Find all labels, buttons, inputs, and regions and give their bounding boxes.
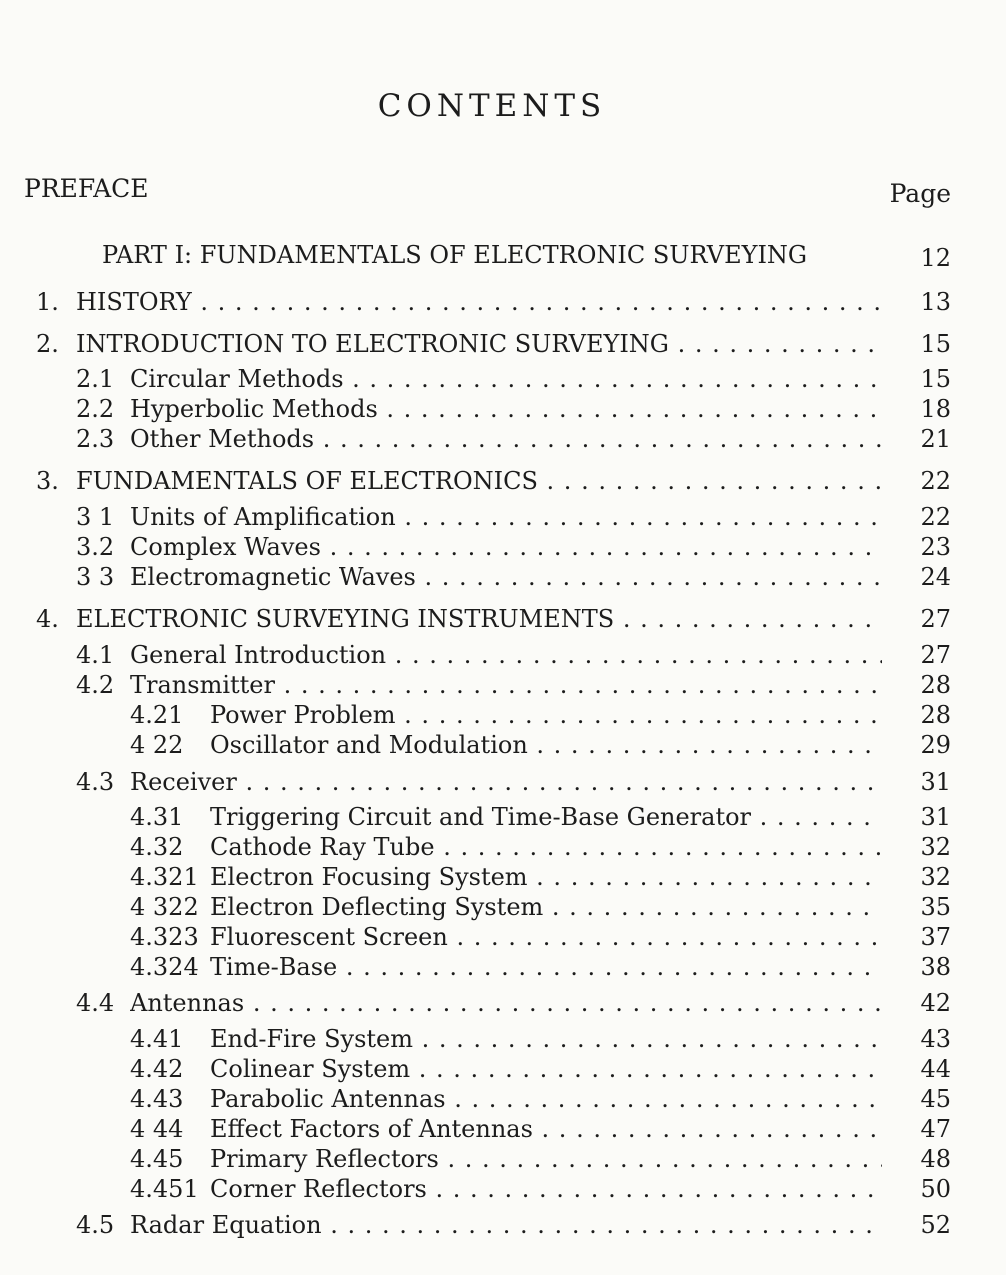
toc-entry-title: FUNDAMENTALS OF ELECTRONICS . . .	[76, 466, 882, 496]
toc-entry-number: 4.32	[130, 833, 184, 861]
toc-entry-title: INTRODUCTION TO ELECTRONIC SURVEYING . . .	[76, 329, 882, 359]
toc-entry-page: 15	[920, 365, 951, 393]
toc-entry-number: 3 1	[76, 503, 115, 531]
toc-entry-number: 4.1	[76, 641, 115, 669]
toc-entry	[0, 1210, 1006, 1240]
toc-entry-page: 32	[920, 863, 951, 891]
toc-entry-title: Units of Amplification . . .	[130, 502, 882, 532]
toc-entry-title: Complex Waves . . .	[130, 532, 882, 562]
toc-entry	[0, 364, 1006, 394]
toc-entry-number: 4.45	[130, 1145, 184, 1173]
toc-entry	[0, 502, 1006, 532]
toc-entry-number: 4.	[36, 605, 59, 633]
toc-entry-number: 4.323	[130, 923, 199, 951]
toc-entry-number: 2.1	[76, 365, 115, 393]
toc-entry-title: Receiver . . .	[130, 767, 882, 797]
toc-entry	[0, 604, 1006, 634]
toc-entry-number: 4.31	[130, 803, 184, 831]
page-title: CONTENTS	[377, 88, 607, 124]
toc-entry-number: 1.	[36, 288, 59, 316]
toc-entry-number: 4.21	[130, 701, 184, 729]
toc-entry-title: Primary Reflectors . . .	[210, 1144, 882, 1174]
toc-entry-number: 4.4	[76, 989, 115, 1017]
toc-entry-page: 27	[920, 605, 951, 633]
toc-entry-number: 4.324	[130, 953, 199, 981]
toc-entry	[0, 700, 1006, 730]
toc-entry-title: Electromagnetic Waves . . .	[130, 562, 882, 592]
toc-entry-number: 4.41	[130, 1025, 184, 1053]
page-column-header: Page	[889, 179, 951, 208]
toc-entry	[0, 329, 1006, 359]
toc-entry	[0, 287, 1006, 317]
toc-entry-title: Hyperbolic Methods . . .	[130, 394, 882, 424]
toc-entry-number: 4.43	[130, 1085, 184, 1113]
toc-entry-page: 37	[920, 923, 951, 951]
toc-entry-page: 22	[920, 467, 951, 495]
toc-entry	[0, 670, 1006, 700]
toc-entry-number: 2.2	[76, 395, 115, 423]
toc-entry-number: 4 322	[130, 893, 199, 921]
toc-entry-page: 18	[920, 395, 951, 423]
toc-entry-page: 50	[920, 1175, 951, 1203]
toc-entry-title: HISTORY . . .	[76, 287, 882, 317]
toc-entry	[0, 892, 1006, 922]
toc-entry-page: 23	[920, 533, 951, 561]
toc-entry-title: Radar Equation . . .	[130, 1210, 882, 1240]
toc-entry-title: Circular Methods . . .	[130, 364, 882, 394]
toc-entry-title: Power Problem . . .	[210, 700, 882, 730]
toc-entry-title: Electron Deflecting System . . .	[210, 892, 882, 922]
toc-entry	[0, 562, 1006, 592]
toc-entry-title: Other Methods . . .	[130, 424, 882, 454]
toc-entry	[0, 532, 1006, 562]
toc-entry	[0, 922, 1006, 952]
toc-entry-title: Fluorescent Screen . . .	[210, 922, 882, 952]
toc-entry	[0, 640, 1006, 670]
toc-entry-title: Antennas . . .	[130, 988, 882, 1018]
toc-entry-page: 32	[920, 833, 951, 861]
toc-entry-number: 4.5	[76, 1211, 115, 1239]
part-page-number: 12	[920, 244, 951, 272]
toc-entry-page: 43	[920, 1025, 951, 1053]
toc-entry	[0, 466, 1006, 496]
toc-entry	[0, 988, 1006, 1018]
toc-entry-number: 4.2	[76, 671, 115, 699]
toc-entry-number: 4.321	[130, 863, 199, 891]
toc-entry-page: 15	[920, 330, 951, 358]
toc-entry-page: 31	[920, 768, 951, 796]
toc-entry-page: 28	[920, 671, 951, 699]
toc-entry-page: 44	[920, 1055, 951, 1083]
toc-entry-title: Triggering Circuit and Time-Base Generator . . .	[210, 802, 882, 832]
toc-entry-page: 45	[920, 1085, 951, 1113]
toc-entry-page: 27	[920, 641, 951, 669]
toc-entry-title: ELECTRONIC SURVEYING INSTRUMENTS . . .	[76, 604, 882, 634]
toc-entry-title: Corner Reflectors . . .	[210, 1174, 882, 1204]
toc-entry-number: 3.2	[76, 533, 115, 561]
toc-entry-page: 24	[920, 563, 951, 591]
toc-entry-title: Parabolic Antennas . . .	[210, 1084, 882, 1114]
toc-entry	[0, 1084, 1006, 1114]
toc-entry	[0, 952, 1006, 982]
preface-heading: PREFACE	[24, 174, 149, 203]
toc-entry	[0, 767, 1006, 797]
toc-entry	[0, 424, 1006, 454]
toc-entry-number: 2.	[36, 330, 59, 358]
toc-entry-number: 4.451	[130, 1175, 199, 1203]
toc-entry-number: 4 22	[130, 731, 184, 759]
toc-entry-page: 21	[920, 425, 951, 453]
toc-entry-page: 28	[920, 701, 951, 729]
toc-entry-title: Time-Base . . .	[210, 952, 882, 982]
toc-entry	[0, 1114, 1006, 1144]
toc-entry-page: 35	[920, 893, 951, 921]
toc-entry	[0, 1054, 1006, 1084]
toc-entry-title: Cathode Ray Tube . . .	[210, 832, 882, 862]
toc-entry-page: 52	[920, 1211, 951, 1239]
toc-entry-title: Electron Focusing System . . .	[210, 862, 882, 892]
toc-entry-page: 42	[920, 989, 951, 1017]
toc-entry-title: Transmitter . . .	[130, 670, 882, 700]
toc-entry-number: 4 44	[130, 1115, 184, 1143]
toc-entry-title: General Introduction . . .	[130, 640, 882, 670]
toc-entry-number: 3 3	[76, 563, 115, 591]
toc-entry-number: 4.42	[130, 1055, 184, 1083]
toc-entry-page: 13	[920, 288, 951, 316]
toc-entry-number: 4.3	[76, 768, 115, 796]
toc-entry	[0, 1174, 1006, 1204]
toc-entry-page: 29	[920, 731, 951, 759]
part-heading: PART I: FUNDAMENTALS OF ELECTRONIC SURVEYING	[102, 241, 808, 269]
toc-entry-page: 47	[920, 1115, 951, 1143]
toc-entry-number: 3.	[36, 467, 59, 495]
toc-entry-title: Effect Factors of Antennas . . .	[210, 1114, 882, 1144]
toc-entry-title: End-Fire System . . .	[210, 1024, 882, 1054]
toc-entry	[0, 862, 1006, 892]
toc-entry-number: 2.3	[76, 425, 115, 453]
toc-entry	[0, 1024, 1006, 1054]
toc-entry	[0, 832, 1006, 862]
toc-entry-page: 22	[920, 503, 951, 531]
toc-entry	[0, 802, 1006, 832]
toc-entry	[0, 1144, 1006, 1174]
toc-entry-page: 48	[920, 1145, 951, 1173]
toc-entry	[0, 730, 1006, 760]
toc-entry	[0, 394, 1006, 424]
toc-entry-page: 38	[920, 953, 951, 981]
toc-entry-title: Oscillator and Modulation . . .	[210, 730, 882, 760]
toc-entry-title: Colinear System . . .	[210, 1054, 882, 1084]
toc-entry-page: 31	[920, 803, 951, 831]
